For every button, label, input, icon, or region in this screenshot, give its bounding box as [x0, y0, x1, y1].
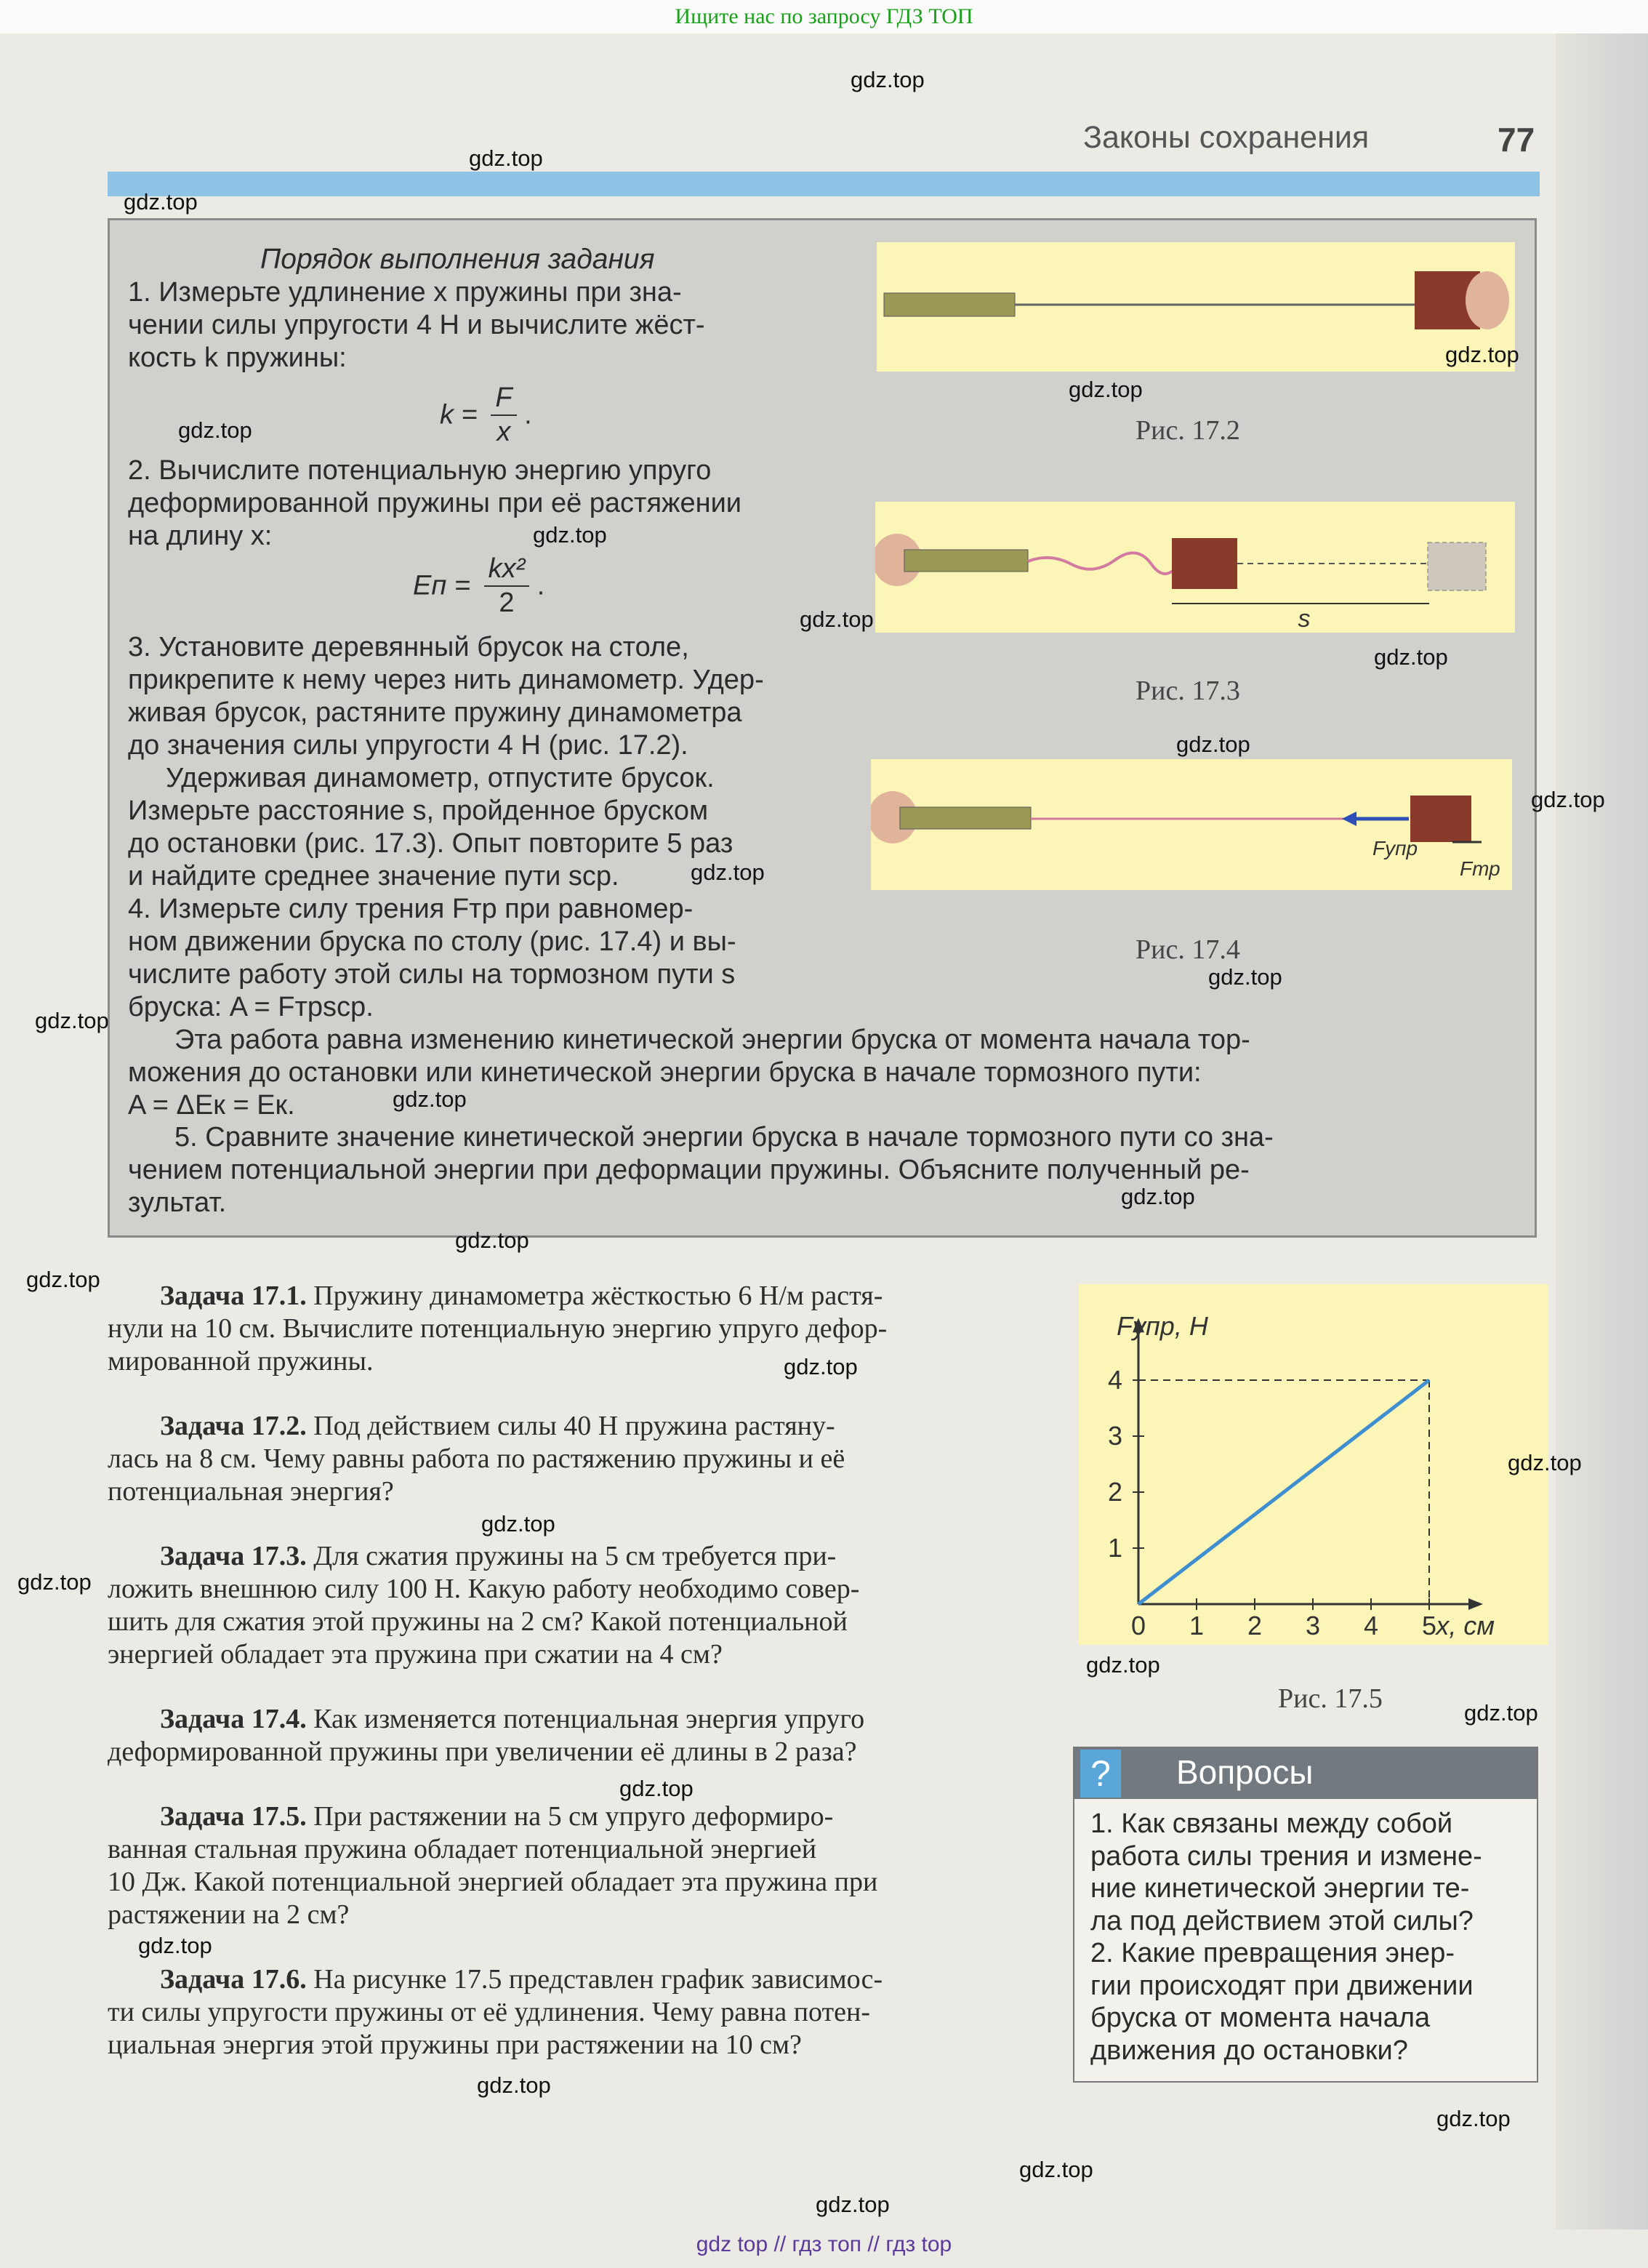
wooden-block-icon	[1172, 538, 1237, 589]
header-rule	[108, 172, 1540, 196]
dynamometer-icon	[884, 293, 1015, 316]
questions-text: 1. Как связаны между собой работа силы трения и измене- ние кинетической энергии те- ла под действием этой силы? 2. Какие превращения энер- гии происходят при движении бруска от момента начала движения до остановки?	[1090, 1808, 1482, 2066]
watermark: gdz.top	[469, 145, 543, 171]
caption-17-4: Рис. 17.4	[1135, 934, 1240, 965]
problem-17-5: Задача 17.5. При растяжении на 5 см упруго деформиро- ванная стальная пружина обладает потенциальной энергией 10 Дж. Какой потенциальной энергией обладает эта пружина при растяжении на 2 см?	[108, 1801, 878, 1930]
watermark: gdz.top	[1508, 1450, 1582, 1475]
figure-17-2-illustration	[877, 242, 1515, 372]
dynamometer-icon	[904, 550, 1028, 572]
wooden-block-icon	[1410, 796, 1471, 842]
watermark: gdz.top	[851, 67, 925, 92]
x-tick-label: 3	[1305, 1611, 1321, 1640]
watermark: gdz.top	[784, 1354, 858, 1379]
watermark: gdz.top	[1019, 2157, 1093, 2182]
caption-17-2: Рис. 17.2	[1135, 415, 1240, 446]
watermark: gdz.top	[1436, 2106, 1511, 2131]
watermark: gdz.top	[35, 1008, 109, 1033]
problem-17-6: Задача 17.6. На рисунке 17.5 представлен график зависимос- ти силы упругости пружины от её удлинения. Чему равна потен- циальная энергия этой пружины при растяжении на 10 см?	[108, 1964, 883, 2060]
watermark: gdz.top	[1121, 1184, 1195, 1209]
watermark: gdz.top	[481, 1511, 555, 1536]
x-tick-label: 0	[1130, 1611, 1146, 1640]
figure-17-2	[877, 242, 1515, 372]
formula-energy: Eп = $\frac{\text{kx²}}{2}$ .	[413, 553, 545, 618]
questions-title: Вопросы	[1176, 1753, 1314, 1791]
figure-17-4	[871, 759, 1512, 890]
x-axis-arrow-icon	[1468, 1598, 1483, 1610]
block-final-position	[1428, 542, 1486, 590]
y-tick-label: 4	[1107, 1365, 1122, 1395]
watermark: gdz.top	[178, 417, 252, 443]
task-step-3: 3. Установите деревянный брусок на столе, прикрепите к нему через нить динамометр. Удер- живая брусок, растяните пружину динамометра до значения силы упругости 4 Н (рис. 17.2). Удерживая динамометр, отпустите брусок. Измерьте расстояние s, пройденное бруском до остановки (рис. 17.3). Опыт повторите 5 раз и найдите среднее значение пути sср.	[128, 632, 764, 891]
caption-17-5: Рис. 17.5	[1278, 1683, 1383, 1714]
formula-k: k = $\frac{F}{x}$ .	[440, 382, 532, 447]
watermark: gdz.top	[26, 1267, 100, 1292]
x-tick-label: 1	[1189, 1611, 1205, 1640]
question-mark-icon: ?	[1080, 1750, 1121, 1798]
watermark: gdz.top	[455, 1227, 529, 1253]
watermark: gdz.top	[619, 1776, 694, 1801]
watermark: gdz.top	[1531, 787, 1605, 812]
task-step-4-conclusion: Эта работа равна изменению кинетической энергии бруска от момента начала тор- можения до остановки или кинетической энергии бруска в начале тормозного пути: A = ΔEк = Eк.	[128, 1025, 1250, 1121]
watermark: gdz.top	[1086, 1652, 1160, 1678]
figure-17-3-illustration	[875, 502, 1515, 633]
search-banner[interactable]: Ищите нас по запросу ГДЗ ТОП	[0, 0, 1648, 33]
elastic-force-chart	[1079, 1284, 1548, 1645]
watermark: gdz.top	[1464, 1700, 1538, 1726]
problem-17-2: Задача 17.2. Под действием силы 40 Н пружина растяну- лась на 8 см. Чему равны работа по растяжению пружины и её потенциальная энергия?	[108, 1411, 845, 1507]
figure-17-3	[875, 502, 1515, 633]
task-step-1: 1. Измерьте удлинение x пружины при зна- чении силы упругости 4 Н и вычислите жёст- кость k пружины:	[128, 277, 705, 373]
watermark: gdz.top	[393, 1086, 467, 1112]
dynamometer-icon	[900, 807, 1031, 829]
friction-force-label: Fтр	[1460, 857, 1500, 880]
figure-17-4-illustration	[871, 759, 1512, 890]
problem-17-3: Задача 17.3. Для сжатия пружины на 5 см требуется при- ложить внешнюю силу 100 Н. Какую работу необходимо совер- шить для сжатия этой пружины на 2 см? Какой потенциальной энергией обладает эта пружина при сжатии на 4 см?	[108, 1541, 860, 1670]
watermark: gdz.top	[1176, 732, 1250, 757]
watermark: gdz.top	[800, 606, 874, 632]
problem-17-4: Задача 17.4. Как изменяется потенциальная энергия упруго деформированной пружины при увеличении её длины в 2 раза?	[108, 1704, 865, 1767]
watermark: gdz.top	[691, 859, 765, 885]
distance-label: s	[1298, 605, 1311, 633]
arrowhead-icon	[1342, 812, 1356, 826]
elastic-force-label: Fупр	[1372, 837, 1418, 859]
page-edge-shadow	[1556, 33, 1648, 2229]
problems-list	[108, 1280, 1038, 2061]
problem-17-1: Задача 17.1. Пружину динамометра жёсткостью 6 Н/м растя- нули на 10 см. Вычислите потенциальную энергию упруго дефор- мированной пружины.	[108, 1281, 888, 1377]
loose-thread	[1028, 553, 1181, 574]
x-axis-label: x, см	[1436, 1611, 1495, 1640]
watermark: gdz.top	[477, 2072, 551, 2098]
y-tick-label: 3	[1107, 1421, 1122, 1451]
task-step-5: 5. Сравните значение кинетической энергии бруска в начале тормозного пути со зна- чением потенциальной энергии при деформации пружины. Объясните полученный ре- зультат.	[128, 1122, 1274, 1218]
watermark: gdz.top	[17, 1569, 92, 1595]
running-title: Законы сохранения	[1083, 120, 1370, 155]
watermark: gdz.top	[138, 1933, 212, 1958]
x-tick-label: 5	[1421, 1611, 1437, 1640]
figure-17-5	[1079, 1284, 1548, 1645]
y-tick-label: 1	[1107, 1533, 1122, 1563]
page-number: 77	[1498, 121, 1535, 159]
y-tick-label: 2	[1107, 1477, 1122, 1507]
watermark: gdz.top	[124, 189, 198, 215]
task-step-2: 2. Вычислите потенциальную энергию упруго деформированной пружины при её растяжении на длину x:	[128, 455, 742, 551]
hand-icon	[1466, 271, 1509, 329]
watermark: gdz.top	[533, 522, 607, 548]
footer-links[interactable]: gdz top // гдз топ // гдз top	[696, 2232, 952, 2256]
series-line	[1138, 1380, 1429, 1604]
watermark: gdz.top	[1445, 342, 1519, 367]
y-axis-label: Fупр, Н	[1117, 1311, 1208, 1341]
watermark: gdz.top	[816, 2192, 890, 2217]
x-tick-label: 2	[1247, 1611, 1263, 1640]
x-tick-label: 4	[1363, 1611, 1379, 1640]
watermark: gdz.top	[1069, 377, 1143, 402]
watermark: gdz.top	[1374, 644, 1448, 670]
caption-17-3: Рис. 17.3	[1135, 676, 1240, 706]
task-step-4: 4. Измерьте силу трения Fтр при равномер- ном движении бруска по столу (рис. 17.4) и вы- числите работу этой силы на тормозном пути s бруска: A = Fтрsср.	[128, 894, 736, 1022]
watermark: gdz.top	[1208, 964, 1282, 990]
task-title: Порядок выполнения задания	[260, 244, 655, 275]
